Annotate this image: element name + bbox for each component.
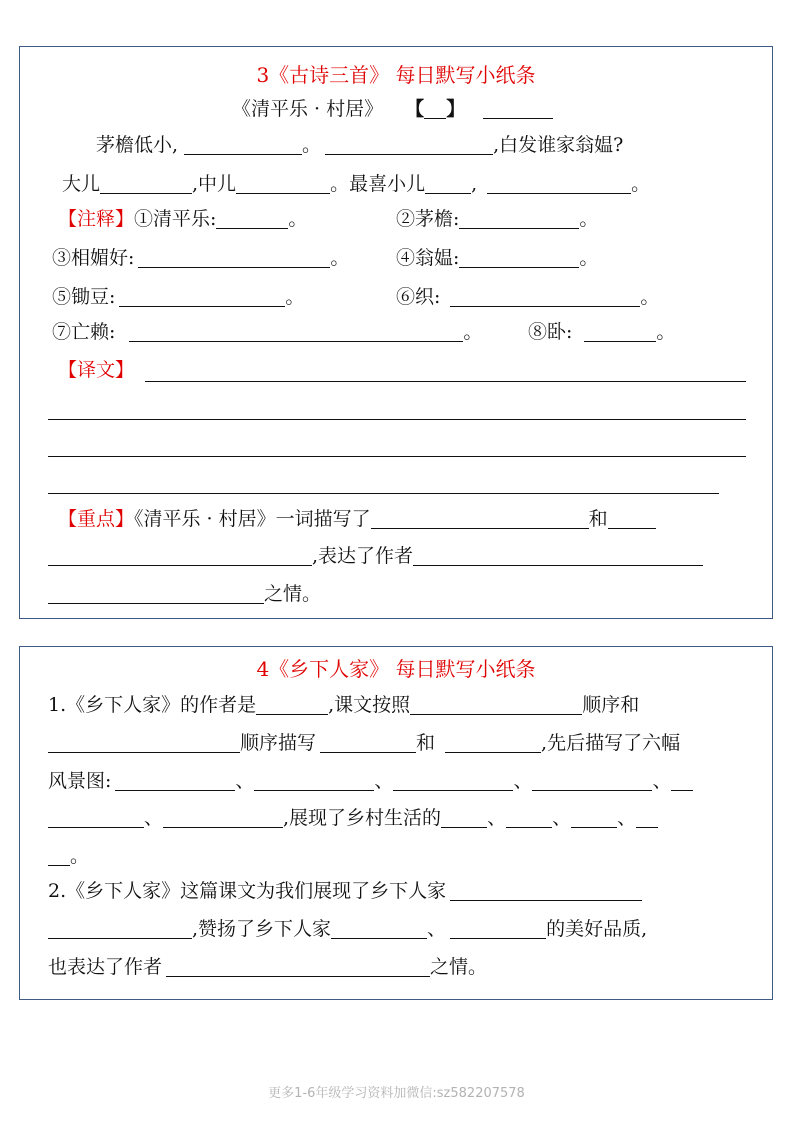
text: 顺序和	[582, 694, 640, 716]
notes-row-4b	[528, 318, 675, 346]
notes-row-4	[52, 318, 482, 346]
left-bracket: 【	[405, 98, 425, 120]
translation-line-3[interactable]	[48, 456, 746, 457]
note-3-blank[interactable]	[138, 245, 330, 268]
q1-blank-b[interactable]	[445, 730, 541, 753]
note-3: ③相媚好:	[52, 247, 135, 269]
q1-row-1	[48, 691, 639, 719]
translation-line-4[interactable]	[48, 493, 719, 494]
scene-blank-3[interactable]	[393, 768, 513, 791]
text: 也表达了作者	[48, 956, 163, 978]
text: 、	[487, 807, 507, 829]
notes-row-1	[58, 205, 307, 233]
key-blank-1[interactable]	[371, 506, 589, 529]
text: 、	[552, 807, 572, 829]
scene-blank-5b[interactable]	[48, 805, 144, 828]
text: ,展现了乡村生活的	[283, 807, 442, 829]
key-row-3	[48, 580, 321, 608]
note-5-blank[interactable]	[119, 284, 285, 307]
note-8-blank[interactable]	[584, 319, 656, 342]
key-blank-4[interactable]	[48, 581, 264, 604]
text: ,表达了作者	[312, 545, 414, 567]
note-2-blank[interactable]	[459, 206, 579, 229]
life-blank-3[interactable]	[571, 805, 617, 828]
text: 茅檐低小,	[96, 134, 179, 156]
scene-blank-1[interactable]	[115, 768, 235, 791]
scene-blank-6[interactable]	[163, 805, 283, 828]
text: ,课文按照	[328, 694, 411, 716]
text: 。	[463, 321, 483, 343]
notes-row-1b	[396, 205, 598, 233]
life-blank-2[interactable]	[506, 805, 552, 828]
q1-row-2	[48, 729, 680, 757]
text: 。	[288, 208, 308, 230]
notes-row-3b	[396, 283, 659, 311]
text: 。	[285, 286, 305, 308]
life-blank-4b[interactable]	[48, 843, 70, 866]
q2-row-1	[48, 877, 642, 905]
text: 。	[640, 286, 660, 308]
q2-row-3	[48, 953, 487, 981]
note-8: ⑧卧:	[528, 321, 573, 343]
dictation-card-2	[19, 646, 773, 1000]
key-label: 【重点】	[58, 508, 135, 530]
q1-row-4	[48, 804, 658, 832]
q2-blank-5[interactable]	[166, 954, 430, 977]
text: ,	[471, 173, 478, 195]
text: 2.《乡下人家》这篇课文为我们展现了乡下人家	[48, 880, 447, 902]
scene-blank-4[interactable]	[532, 768, 652, 791]
q2-row-2	[48, 915, 647, 943]
text: 《清平乐 · 村居》一词描写了	[134, 508, 371, 530]
notes-row-3	[52, 283, 304, 311]
card1-title: 3《古诗三首》 每日默写小纸条	[256, 63, 536, 87]
text: 。	[70, 845, 90, 867]
notes-row-2	[52, 244, 349, 272]
q1-order-blank-1[interactable]	[410, 692, 582, 715]
note-7: ⑦亡赖:	[52, 321, 116, 343]
text: 1.《乡下人家》的作者是	[48, 694, 257, 716]
text: 、	[374, 770, 394, 792]
scene-blank-2[interactable]	[254, 768, 374, 791]
q1-row-5	[48, 842, 89, 870]
text: 、	[617, 807, 637, 829]
poem-blank-4[interactable]	[236, 171, 330, 194]
key-blank-2b[interactable]	[48, 543, 312, 566]
q2-blank-2[interactable]	[48, 916, 192, 939]
translation-label: 【译文】	[58, 359, 135, 381]
note-6-blank[interactable]	[450, 284, 640, 307]
text: 。	[330, 247, 350, 269]
footer-note: 更多1-6年级学习资料加微信:sz582207578	[268, 1086, 525, 1101]
text: ,先后描写了六幅	[541, 732, 681, 754]
text: 之情。	[264, 583, 322, 605]
note-7-blank[interactable]	[129, 319, 463, 342]
q2-blank-1[interactable]	[450, 878, 642, 901]
text: 的美好品质,	[546, 918, 648, 940]
poem-blank-3[interactable]	[100, 171, 192, 194]
poem-line-1	[96, 131, 623, 159]
note-4-blank[interactable]	[459, 245, 579, 268]
right-bracket: 】	[446, 98, 466, 120]
text: ,白发谁家翁媪?	[493, 134, 624, 156]
author-era-blank[interactable]	[424, 96, 446, 119]
q2-blank-4[interactable]	[450, 916, 546, 939]
text: ,赞扬了乡下人家	[192, 918, 332, 940]
text: 、	[235, 770, 255, 792]
life-blank-4a[interactable]	[636, 805, 658, 828]
poem-blank-1[interactable]	[184, 132, 302, 155]
poem-line-2	[62, 170, 650, 198]
note-6: ⑥织:	[396, 286, 441, 308]
text: 、	[144, 807, 164, 829]
text: 。最喜小儿	[330, 173, 426, 195]
life-blank-1[interactable]	[441, 805, 487, 828]
poem-blank-6[interactable]	[487, 171, 631, 194]
text: 之情。	[430, 956, 488, 978]
scene-blank-5a[interactable]	[671, 768, 693, 791]
poem-blank-5[interactable]	[425, 171, 471, 194]
notes-label: 【注释】	[58, 208, 135, 230]
poem-title-line	[232, 95, 553, 123]
text: 、	[427, 918, 447, 940]
author-blank[interactable]	[483, 96, 553, 119]
q2-blank-3[interactable]	[331, 916, 427, 939]
note-5: ⑤锄豆:	[52, 286, 116, 308]
note-4: ④翁媪:	[396, 247, 460, 269]
note-2: ②茅檐:	[396, 208, 460, 230]
text: 、	[652, 770, 672, 792]
dictation-card-1	[19, 46, 773, 619]
text: 。	[302, 134, 322, 156]
text: 。	[579, 247, 599, 269]
note-1: ①清平乐:	[134, 208, 217, 230]
q1-order-blank-2[interactable]	[48, 730, 240, 753]
text: 和	[416, 732, 436, 754]
card2-title: 4《乡下人家》 每日默写小纸条	[256, 657, 536, 681]
text: 。	[656, 321, 676, 343]
note-1-blank[interactable]	[216, 206, 288, 229]
notes-row-2b	[396, 244, 598, 272]
translation-line-2[interactable]	[48, 419, 746, 420]
translation-line-1[interactable]	[145, 381, 746, 382]
text: 风景图:	[48, 770, 112, 792]
text: 。	[579, 208, 599, 230]
q1-author-blank[interactable]	[256, 692, 328, 715]
key-row-2	[48, 542, 703, 570]
text: 大儿	[62, 173, 101, 195]
key-blank-3[interactable]	[413, 543, 703, 566]
text: 顺序描写	[240, 732, 317, 754]
q1-row-3	[48, 767, 693, 795]
q1-blank-a[interactable]	[320, 730, 416, 753]
text: 。	[631, 173, 651, 195]
text: 和	[588, 508, 608, 530]
key-blank-2[interactable]	[608, 506, 656, 529]
poem-blank-2[interactable]	[325, 132, 493, 155]
text: ,中儿	[192, 173, 237, 195]
poem-title: 《清平乐 · 村居》	[232, 98, 384, 120]
text: 、	[513, 770, 533, 792]
key-row-1	[58, 505, 656, 533]
